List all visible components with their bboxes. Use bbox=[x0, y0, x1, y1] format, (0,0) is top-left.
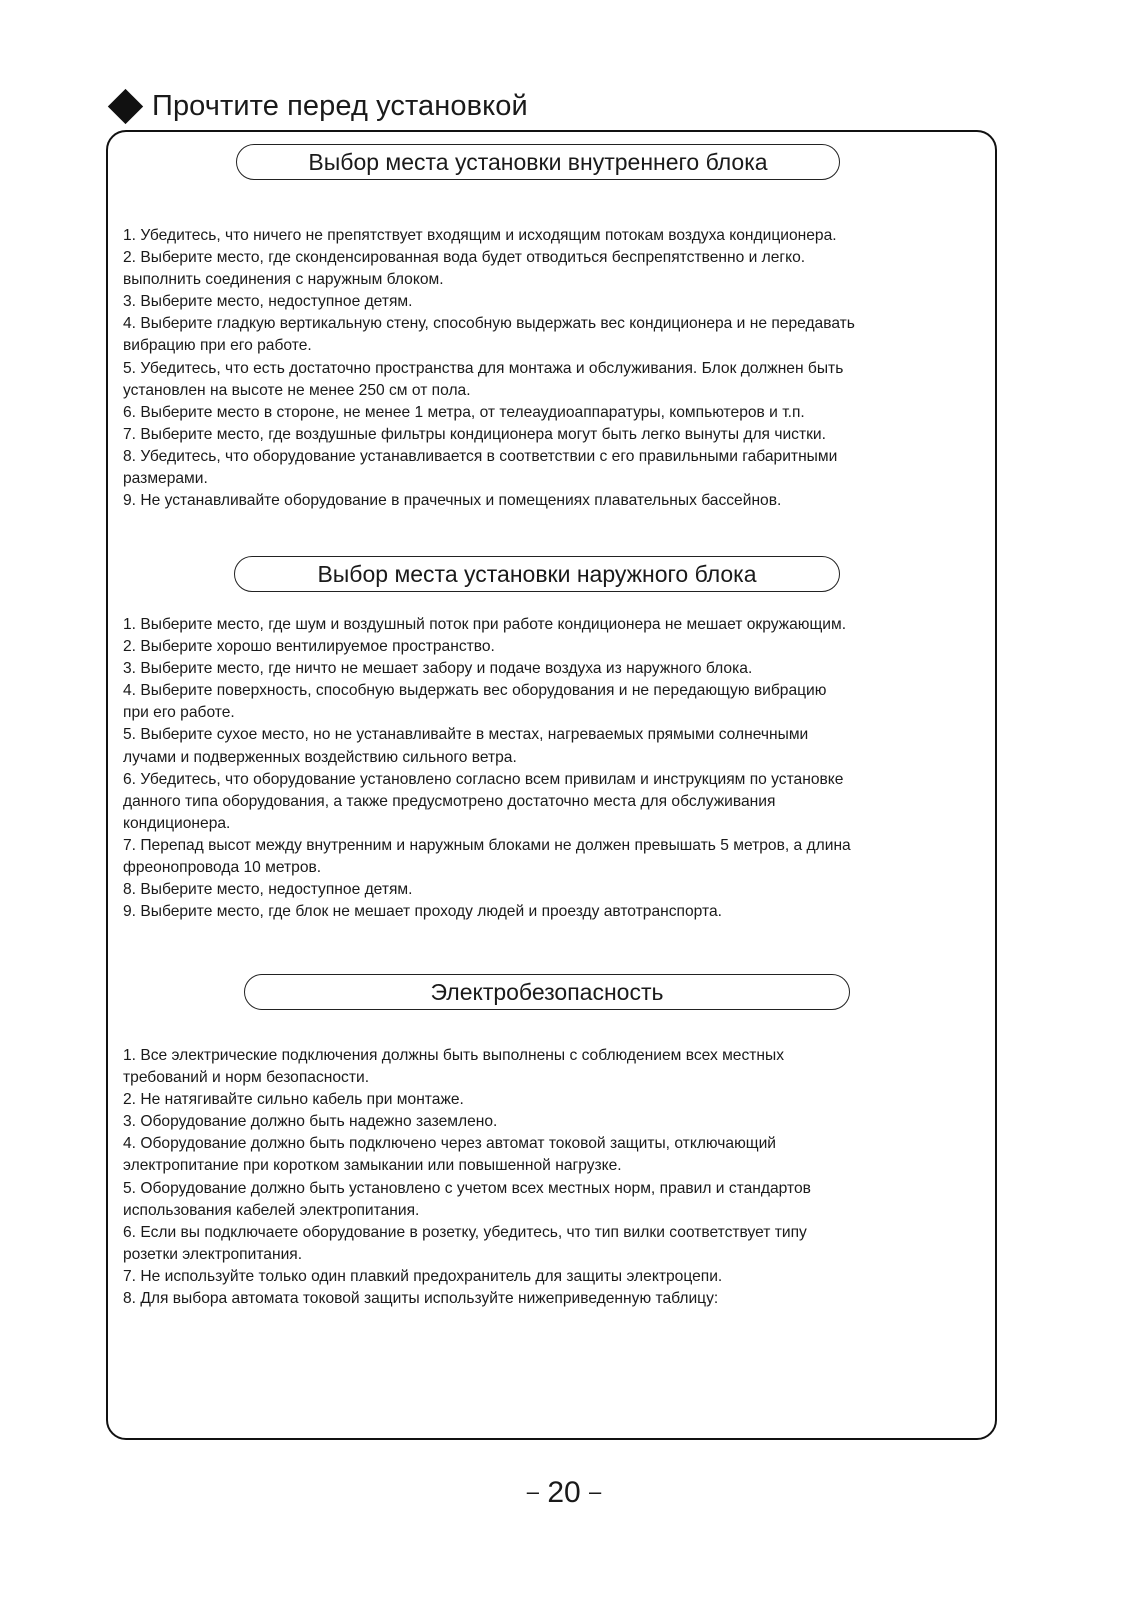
list-line: 6. Выберите место в стороне, не менее 1 метра, от телеаудиоаппаратуры, компьютеров и т.п. bbox=[123, 403, 805, 421]
list-line: 5. Оборудование должно быть установлено с учетом всех местных норм, правил и стандартов bbox=[123, 1179, 811, 1197]
list-line: 9. Не устанавливайте оборудование в прачечных и помещениях плавательных бассейнов. bbox=[123, 492, 782, 510]
list-line: 5. Убедитесь, что есть достаточно пространства для монтажа и обслуживания. Блок должнен быть bbox=[123, 359, 844, 377]
list-line: лучами и подверженных воздействию сильного ветра. bbox=[123, 748, 517, 766]
list-line: использования кабелей электропитания. bbox=[123, 1201, 420, 1219]
list-line: 9. Выберите место, где блок не мешает проходу людей и проезду автотранспорта. bbox=[123, 903, 722, 921]
indoor-unit-list bbox=[123, 225, 989, 512]
list-line: 8. Выберите место, недоступное детям. bbox=[123, 881, 413, 899]
electrical-safety-list bbox=[123, 1045, 989, 1310]
list-line: 2. Не натягивайте сильно кабель при монтаже. bbox=[123, 1091, 464, 1109]
list-line: 1. Выберите место, где шум и воздушный поток при работе кондиционера не мешает окружающим. bbox=[123, 616, 847, 633]
list-line: 5. Выберите сухое место, но не устанавливайте в местах, нагреваемых прямыми солнечными bbox=[123, 726, 809, 744]
list-line: 1. Все электрические подключения должны быть выполнены с соблюдением всех местных bbox=[123, 1047, 785, 1064]
list-line: 6. Если вы подключаете оборудование в розетку, убедитесь, что тип вилки соответствует типу bbox=[123, 1223, 807, 1241]
list-line: 2. Выберите место, где сконденсированная вода будет отводиться беспрепятственно и легко. bbox=[123, 249, 806, 267]
list-line: 7. Выберите место, где воздушные фильтры кондиционера могут быть легко вынуты для чистки. bbox=[123, 425, 826, 443]
list-line: кондиционера. bbox=[123, 814, 231, 832]
list-line: 8. Для выбора автомата токовой защиты используйте нижеприведенную таблицу: bbox=[123, 1290, 719, 1308]
list-line: выполнить соединения с наружным блоком. bbox=[123, 271, 444, 289]
list-line: электропитание при коротком замыкании или повышенной нагрузке. bbox=[123, 1157, 622, 1175]
section-heading-outdoor-unit: Выбор места установки наружного блока bbox=[234, 556, 840, 592]
diamond-bullet-icon bbox=[108, 88, 143, 123]
list-line: 7. Не используйте только один плавкий предохранитель для защиты электроцепи. bbox=[123, 1267, 723, 1285]
list-line: данного типа оборудования, а также предусмотрено достаточно места для обслуживания bbox=[123, 792, 776, 810]
list-line: при его работе. bbox=[123, 704, 235, 722]
list-line: размерами. bbox=[123, 470, 208, 488]
list-line: 3. Выберите место, недоступное детям. bbox=[123, 293, 413, 311]
page-number-dash-left: – bbox=[526, 1479, 539, 1504]
section-heading-indoor-unit: Выбор места установки внутреннего блока bbox=[236, 144, 840, 180]
page-number-value: 20 bbox=[547, 1476, 581, 1509]
list-line: 8. Убедитесь, что оборудование устанавливается в соответствии с его правильными габаритными bbox=[123, 447, 838, 465]
list-line: 1. Убедитесь, что ничего не препятствует входящим и исходящим потокам воздуха кондиционера. bbox=[123, 227, 837, 244]
page-number bbox=[0, 1474, 1128, 1511]
list-line: фреонопровода 10 метров. bbox=[123, 859, 322, 877]
list-line: розетки электропитания. bbox=[123, 1245, 303, 1263]
list-line: 3. Выберите место, где ничто не мешает забору и подаче воздуха из наружного блока. bbox=[123, 660, 753, 678]
list-line: требований и норм безопасности. bbox=[123, 1069, 370, 1087]
outdoor-unit-list bbox=[123, 614, 989, 923]
section-heading-electrical-safety: Электробезопасность bbox=[244, 974, 850, 1010]
list-line: 2. Выберите хорошо вентилируемое пространство. bbox=[123, 638, 495, 656]
list-line: 7. Перепад высот между внутренним и наружным блоками не должен превышать 5 метров, а длина bbox=[123, 836, 851, 854]
list-line: вибрацию при его работе. bbox=[123, 337, 312, 355]
list-line: 4. Выберите гладкую вертикальную стену, способную выдержать вес кондиционера и не передавать bbox=[123, 315, 855, 333]
page-header bbox=[106, 86, 528, 126]
page-title: Прочтите перед установкой bbox=[152, 90, 528, 122]
list-line: 6. Убедитесь, что оборудование установлено согласно всем привилам и инструкциям по установке bbox=[123, 770, 844, 788]
list-line: 4. Оборудование должно быть подключено через автомат токовой защиты, отключающий bbox=[123, 1135, 777, 1153]
page-number-dash-right: – bbox=[589, 1479, 602, 1504]
list-line: установлен на высоте не менее 250 см от пола. bbox=[123, 381, 471, 399]
list-line: 3. Оборудование должно быть надежно заземлено. bbox=[123, 1113, 498, 1131]
list-line: 4. Выберите поверхность, способную выдержать вес оборудования и не передающую вибрацию bbox=[123, 682, 827, 700]
